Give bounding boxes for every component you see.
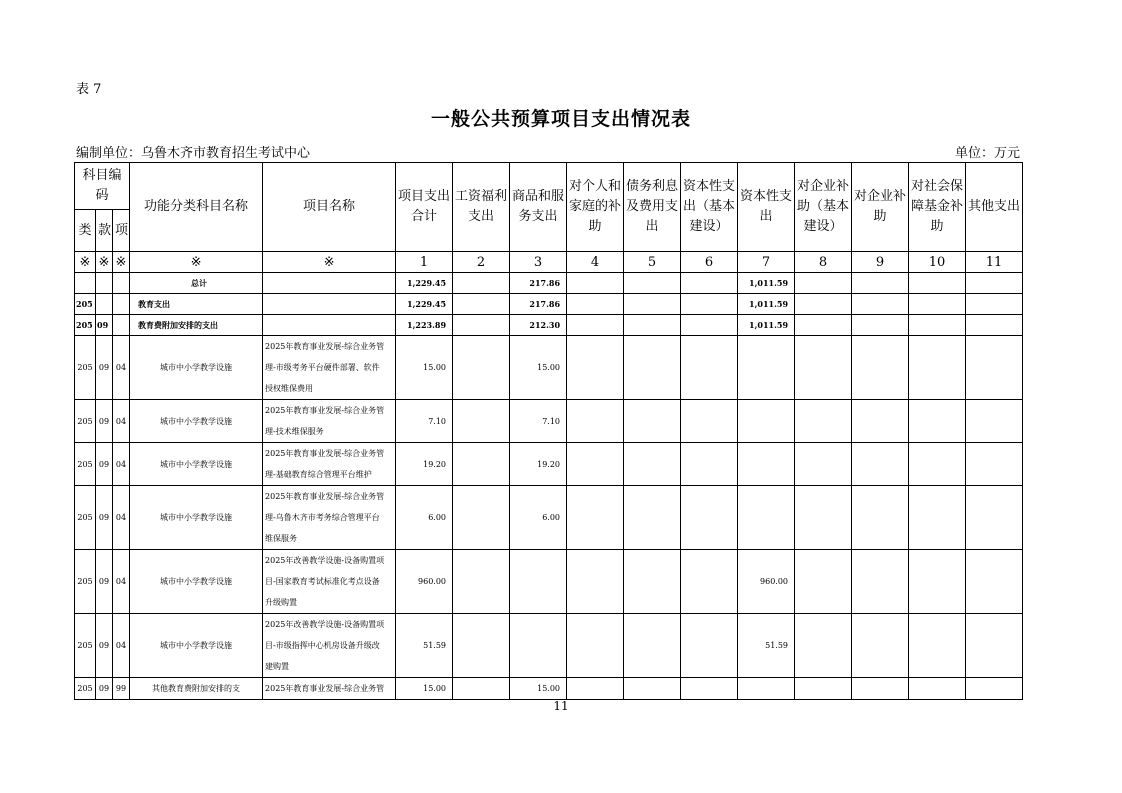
salary-cell xyxy=(453,315,510,336)
header-capital: 资本性支出 xyxy=(738,163,795,252)
capital-basic-cell xyxy=(681,294,738,315)
header-goods: 商品和服务支出 xyxy=(510,163,567,252)
index-cell: 3 xyxy=(510,252,567,273)
debt-cell xyxy=(624,400,681,443)
capital-basic-cell xyxy=(681,336,738,400)
header-enterprise: 对企业补助 xyxy=(852,163,909,252)
xiang-cell: 99 xyxy=(113,678,130,700)
function-name-cell: 其他教育费附加安排的支 xyxy=(130,678,263,700)
debt-cell xyxy=(624,273,681,294)
empty-cell xyxy=(909,336,966,400)
header-capital-basic: 资本性支出（基本建设） xyxy=(681,163,738,252)
index-cell: 4 xyxy=(567,252,624,273)
table-row xyxy=(75,678,1023,700)
header-xiang: 项 xyxy=(113,210,130,252)
debt-cell xyxy=(624,678,681,700)
compiling-unit: 编制单位：乌鲁木齐市教育招生考试中心 xyxy=(76,146,311,161)
empty-cell xyxy=(795,336,852,400)
total-cell: 960.00 xyxy=(396,550,453,614)
table-row xyxy=(75,614,1023,678)
function-name-cell: 城市中小学教学设施 xyxy=(130,614,263,678)
capital-basic-cell xyxy=(681,486,738,550)
project-name-cell: 2025年改善教学设施-设备购置项 目-市级指挥中心机房设备升级改 建购置 xyxy=(263,614,396,678)
index-cell: 1 xyxy=(396,252,453,273)
xiang-cell: 04 xyxy=(113,400,130,443)
total-cell: 19.20 xyxy=(396,443,453,486)
empty-cell xyxy=(795,294,852,315)
empty-cell xyxy=(966,550,1023,614)
index-cell: 8 xyxy=(795,252,852,273)
goods-cell: 217.86 xyxy=(510,294,567,315)
index-cell: ※ xyxy=(113,252,130,273)
lei-cell: 205 xyxy=(75,336,96,400)
header-debt: 债务利息及费用支出 xyxy=(624,163,681,252)
function-name-cell: 教育支出 xyxy=(130,294,263,315)
index-cell: ※ xyxy=(75,252,96,273)
index-cell: 10 xyxy=(909,252,966,273)
total-cell: 7.10 xyxy=(396,400,453,443)
project-name-cell xyxy=(263,315,396,336)
xiang-cell: 04 xyxy=(113,614,130,678)
lei-cell: 205 xyxy=(75,614,96,678)
empty-cell xyxy=(795,443,852,486)
debt-cell xyxy=(624,294,681,315)
lei-cell: 205 xyxy=(75,678,96,700)
capital-cell: 960.00 xyxy=(738,550,795,614)
header-lei: 类 xyxy=(75,210,96,252)
empty-cell xyxy=(909,400,966,443)
function-name-cell: 教育费附加安排的支出 xyxy=(130,315,263,336)
header-salary: 工资福利支出 xyxy=(453,163,510,252)
xiang-cell: 04 xyxy=(113,550,130,614)
lei-cell: 205 xyxy=(75,550,96,614)
header-enterprise-basic: 对企业补助（基本建设） xyxy=(795,163,852,252)
table-row xyxy=(75,400,1023,443)
salary-cell xyxy=(453,273,510,294)
capital-basic-cell xyxy=(681,550,738,614)
project-name-cell: 2025年教育事业发展-综合业务管 理-技术维保服务 xyxy=(263,400,396,443)
empty-cell xyxy=(795,400,852,443)
personal-cell xyxy=(567,678,624,700)
salary-cell xyxy=(453,486,510,550)
capital-basic-cell xyxy=(681,678,738,700)
salary-cell xyxy=(453,400,510,443)
empty-cell xyxy=(909,550,966,614)
project-name-cell: 2025年教育事业发展-综合业务管 xyxy=(263,678,396,700)
table-row xyxy=(75,486,1023,550)
empty-cell xyxy=(966,400,1023,443)
capital-cell xyxy=(738,678,795,700)
empty-cell xyxy=(966,336,1023,400)
lei-cell: 205 xyxy=(75,294,96,315)
capital-cell xyxy=(738,400,795,443)
empty-cell xyxy=(795,614,852,678)
lei-cell: 205 xyxy=(75,486,96,550)
kuan-cell: 09 xyxy=(96,486,113,550)
index-row xyxy=(75,252,1023,273)
debt-cell xyxy=(624,336,681,400)
salary-cell xyxy=(453,614,510,678)
empty-cell xyxy=(909,614,966,678)
project-name-cell: 2025年教育事业发展-综合业务管 理-基础教育综合管理平台维护 xyxy=(263,443,396,486)
index-cell: ※ xyxy=(130,252,263,273)
empty-cell xyxy=(795,678,852,700)
header-other: 其他支出 xyxy=(966,163,1023,252)
project-name-cell: 2025年改善教学设施-设备购置项 目-国家教育考试标准化考点设备 升级购置 xyxy=(263,550,396,614)
empty-cell xyxy=(852,550,909,614)
empty-cell xyxy=(966,443,1023,486)
kuan-cell: 09 xyxy=(96,315,113,336)
personal-cell xyxy=(567,614,624,678)
empty-cell xyxy=(852,336,909,400)
goods-cell: 217.86 xyxy=(510,273,567,294)
empty-cell xyxy=(795,273,852,294)
empty-cell xyxy=(852,678,909,700)
index-cell: ※ xyxy=(96,252,113,273)
xiang-cell xyxy=(113,315,130,336)
lei-cell xyxy=(75,273,96,294)
total-cell: 1,229.45 xyxy=(396,294,453,315)
capital-cell xyxy=(738,336,795,400)
personal-cell xyxy=(567,443,624,486)
empty-cell xyxy=(795,550,852,614)
capital-basic-cell xyxy=(681,273,738,294)
xiang-cell xyxy=(113,294,130,315)
empty-cell xyxy=(966,486,1023,550)
goods-cell: 6.00 xyxy=(510,486,567,550)
summary-row xyxy=(75,273,1023,294)
header-personal: 对个人和家庭的补助 xyxy=(567,163,624,252)
kuan-cell: 09 xyxy=(96,678,113,700)
index-cell: 9 xyxy=(852,252,909,273)
kuan-cell: 09 xyxy=(96,400,113,443)
currency-unit: 单位：万元 xyxy=(955,146,1021,161)
empty-cell xyxy=(909,294,966,315)
empty-cell xyxy=(909,486,966,550)
header-function-name: 功能分类科目名称 xyxy=(130,163,263,252)
kuan-cell xyxy=(96,273,113,294)
debt-cell xyxy=(624,614,681,678)
xiang-cell: 04 xyxy=(113,486,130,550)
xiang-cell: 04 xyxy=(113,443,130,486)
debt-cell xyxy=(624,550,681,614)
goods-cell: 212.30 xyxy=(510,315,567,336)
function-name-cell: 城市中小学教学设施 xyxy=(130,336,263,400)
total-cell: 51.59 xyxy=(396,614,453,678)
empty-cell xyxy=(966,294,1023,315)
total-cell: 6.00 xyxy=(396,486,453,550)
index-cell: 2 xyxy=(453,252,510,273)
index-cell: 6 xyxy=(681,252,738,273)
summary-row xyxy=(75,294,1023,315)
header-social-fund: 对社会保障基金补助 xyxy=(909,163,966,252)
empty-cell xyxy=(852,273,909,294)
salary-cell xyxy=(453,550,510,614)
kuan-cell: 09 xyxy=(96,550,113,614)
total-cell: 1,229.45 xyxy=(396,273,453,294)
personal-cell xyxy=(567,294,624,315)
capital-cell: 1,011.59 xyxy=(738,273,795,294)
personal-cell xyxy=(567,336,624,400)
salary-cell xyxy=(453,443,510,486)
capital-basic-cell xyxy=(681,400,738,443)
capital-basic-cell xyxy=(681,443,738,486)
table-number: 表 7 xyxy=(76,82,102,97)
page-title: 一般公共预算项目支出情况表 xyxy=(430,108,691,130)
personal-cell xyxy=(567,315,624,336)
lei-cell: 205 xyxy=(75,443,96,486)
header-subject-code: 科目编码 xyxy=(75,163,130,210)
capital-cell: 1,011.59 xyxy=(738,315,795,336)
table-row xyxy=(75,336,1023,400)
capital-cell xyxy=(738,486,795,550)
debt-cell xyxy=(624,443,681,486)
debt-cell xyxy=(624,315,681,336)
empty-cell xyxy=(852,486,909,550)
empty-cell xyxy=(966,614,1023,678)
capital-cell xyxy=(738,443,795,486)
kuan-cell: 09 xyxy=(96,443,113,486)
summary-row xyxy=(75,315,1023,336)
total-cell: 15.00 xyxy=(396,678,453,700)
index-cell: 5 xyxy=(624,252,681,273)
kuan-cell: 09 xyxy=(96,614,113,678)
empty-cell xyxy=(852,614,909,678)
kuan-cell: 09 xyxy=(96,336,113,400)
function-name-cell: 城市中小学教学设施 xyxy=(130,486,263,550)
personal-cell xyxy=(567,550,624,614)
function-name-cell: 城市中小学教学设施 xyxy=(130,550,263,614)
debt-cell xyxy=(624,486,681,550)
budget-table xyxy=(74,162,1023,700)
personal-cell xyxy=(567,400,624,443)
empty-cell xyxy=(909,678,966,700)
xiang-cell: 04 xyxy=(113,336,130,400)
lei-cell: 205 xyxy=(75,315,96,336)
table-row xyxy=(75,550,1023,614)
empty-cell xyxy=(852,315,909,336)
index-cell: 11 xyxy=(966,252,1023,273)
empty-cell xyxy=(795,315,852,336)
xiang-cell xyxy=(113,273,130,294)
header-total: 项目支出合计 xyxy=(396,163,453,252)
empty-cell xyxy=(909,443,966,486)
goods-cell: 15.00 xyxy=(510,678,567,700)
empty-cell xyxy=(795,486,852,550)
empty-cell xyxy=(852,443,909,486)
kuan-cell xyxy=(96,294,113,315)
empty-cell xyxy=(909,273,966,294)
empty-cell xyxy=(966,273,1023,294)
table-row xyxy=(75,443,1023,486)
goods-cell xyxy=(510,614,567,678)
project-name-cell: 2025年教育事业发展-综合业务管 理-市级考务平台硬件部署、软件 授权维保费用 xyxy=(263,336,396,400)
lei-cell: 205 xyxy=(75,400,96,443)
header-project-name: 项目名称 xyxy=(263,163,396,252)
goods-cell xyxy=(510,550,567,614)
capital-basic-cell xyxy=(681,315,738,336)
index-cell: 7 xyxy=(738,252,795,273)
salary-cell xyxy=(453,336,510,400)
header-kuan: 款 xyxy=(96,210,113,252)
goods-cell: 7.10 xyxy=(510,400,567,443)
capital-cell: 51.59 xyxy=(738,614,795,678)
salary-cell xyxy=(453,294,510,315)
empty-cell xyxy=(852,294,909,315)
empty-cell xyxy=(909,315,966,336)
empty-cell xyxy=(966,315,1023,336)
capital-basic-cell xyxy=(681,614,738,678)
page-number: 11 xyxy=(553,699,569,713)
total-cell: 1,223.89 xyxy=(396,315,453,336)
function-name-cell: 城市中小学教学设施 xyxy=(130,400,263,443)
function-name-cell: 城市中小学教学设施 xyxy=(130,443,263,486)
index-cell: ※ xyxy=(263,252,396,273)
salary-cell xyxy=(453,678,510,700)
goods-cell: 15.00 xyxy=(510,336,567,400)
goods-cell: 19.20 xyxy=(510,443,567,486)
project-name-cell xyxy=(263,294,396,315)
total-cell: 15.00 xyxy=(396,336,453,400)
project-name-cell xyxy=(263,273,396,294)
personal-cell xyxy=(567,486,624,550)
project-name-cell: 2025年教育事业发展-综合业务管 理-乌鲁木齐市考务综合管理平台 维保服务 xyxy=(263,486,396,550)
empty-cell xyxy=(966,678,1023,700)
function-name-cell: 总计 xyxy=(130,273,263,294)
empty-cell xyxy=(852,400,909,443)
capital-cell: 1,011.59 xyxy=(738,294,795,315)
personal-cell xyxy=(567,273,624,294)
